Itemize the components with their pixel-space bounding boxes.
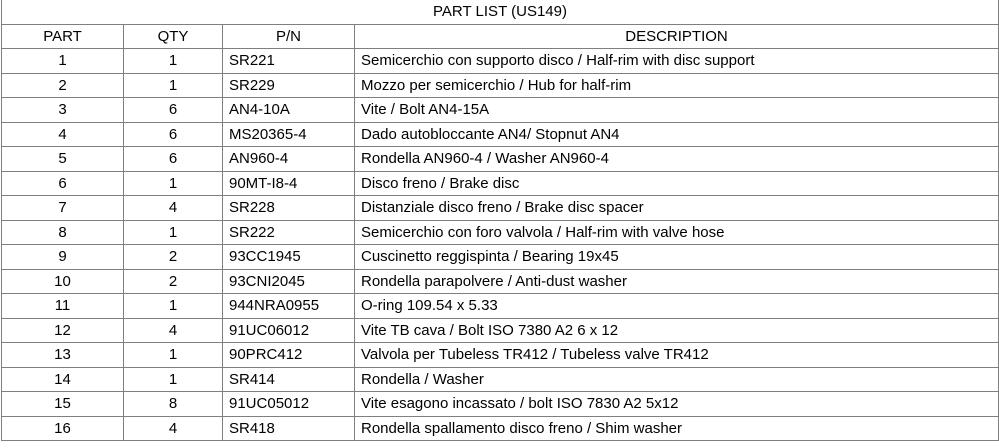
table-row	[2, 318, 999, 343]
cell-description: Cuscinetto reggispinta / Bearing 19x45	[355, 245, 999, 270]
table-row	[2, 392, 999, 417]
cell-qty: 4	[124, 318, 223, 343]
cell-part: 16	[2, 416, 124, 441]
cell-part: 7	[2, 196, 124, 221]
cell-description: Distanziale disco freno / Brake disc spacer	[355, 196, 999, 221]
cell-qty: 1	[124, 220, 223, 245]
cell-description: Rondella AN960-4 / Washer AN960-4	[355, 147, 999, 172]
cell-description: Vite / Bolt AN4-15A	[355, 98, 999, 123]
cell-description: Rondella / Washer	[355, 367, 999, 392]
cell-part: 6	[2, 171, 124, 196]
cell-description: Rondella parapolvere / Anti-dust washer	[355, 269, 999, 294]
cell-pn: AN4-10A	[223, 98, 355, 123]
cell-qty: 1	[124, 73, 223, 98]
cell-qty: 8	[124, 392, 223, 417]
header-description: DESCRIPTION	[355, 24, 999, 49]
table-body	[2, 49, 999, 441]
header-row	[2, 24, 999, 49]
cell-part: 4	[2, 122, 124, 147]
table-row	[2, 49, 999, 74]
cell-pn: SR228	[223, 196, 355, 221]
cell-part: 5	[2, 147, 124, 172]
header-part: PART	[2, 24, 124, 49]
table-row	[2, 343, 999, 368]
cell-part: 13	[2, 343, 124, 368]
cell-description: Semicerchio con foro valvola / Half-rim with valve hose	[355, 220, 999, 245]
table-row	[2, 245, 999, 270]
cell-description: Mozzo per semicerchio / Hub for half-rim	[355, 73, 999, 98]
table-title: PART LIST (US149)	[2, 0, 999, 24]
cell-part: 11	[2, 294, 124, 319]
cell-pn: MS20365-4	[223, 122, 355, 147]
table-row	[2, 98, 999, 123]
table-row	[2, 269, 999, 294]
cell-pn: 93CC1945	[223, 245, 355, 270]
cell-description: Disco freno / Brake disc	[355, 171, 999, 196]
cell-description: Valvola per Tubeless TR412 / Tubeless valve TR412	[355, 343, 999, 368]
cell-pn: 90PRC412	[223, 343, 355, 368]
cell-part: 1	[2, 49, 124, 74]
cell-pn: 93CNI2045	[223, 269, 355, 294]
cell-part: 14	[2, 367, 124, 392]
cell-qty: 1	[124, 343, 223, 368]
cell-part: 15	[2, 392, 124, 417]
header-qty: QTY	[124, 24, 223, 49]
cell-pn: 944NRA0955	[223, 294, 355, 319]
cell-part: 8	[2, 220, 124, 245]
table-row	[2, 73, 999, 98]
cell-qty: 6	[124, 98, 223, 123]
parts-table	[1, 0, 999, 441]
cell-pn: SR222	[223, 220, 355, 245]
table-row	[2, 147, 999, 172]
cell-part: 2	[2, 73, 124, 98]
table-row	[2, 122, 999, 147]
cell-pn: 91UC05012	[223, 392, 355, 417]
cell-qty: 1	[124, 49, 223, 74]
table-row	[2, 220, 999, 245]
cell-qty: 6	[124, 122, 223, 147]
cell-description: Dado autobloccante AN4/ Stopnut AN4	[355, 122, 999, 147]
cell-part: 9	[2, 245, 124, 270]
cell-pn: SR414	[223, 367, 355, 392]
cell-qty: 2	[124, 269, 223, 294]
cell-pn: SR221	[223, 49, 355, 74]
table-row	[2, 196, 999, 221]
cell-description: Vite esagono incassato / bolt ISO 7830 A2 5x12	[355, 392, 999, 417]
cell-description: Vite TB cava / Bolt ISO 7380 A2 6 x 12	[355, 318, 999, 343]
cell-pn: SR418	[223, 416, 355, 441]
cell-qty: 1	[124, 171, 223, 196]
cell-pn: AN960-4	[223, 147, 355, 172]
table-row	[2, 367, 999, 392]
cell-pn: SR229	[223, 73, 355, 98]
cell-part: 12	[2, 318, 124, 343]
cell-qty: 4	[124, 416, 223, 441]
cell-part: 3	[2, 98, 124, 123]
header-pn: P/N	[223, 24, 355, 49]
cell-qty: 2	[124, 245, 223, 270]
title-row	[2, 0, 999, 24]
cell-pn: 90MT-I8-4	[223, 171, 355, 196]
cell-qty: 1	[124, 367, 223, 392]
table-row	[2, 171, 999, 196]
cell-description: Semicerchio con supporto disco / Half-rim with disc support	[355, 49, 999, 74]
cell-qty: 1	[124, 294, 223, 319]
table-row	[2, 294, 999, 319]
table-row	[2, 416, 999, 441]
cell-description: O-ring 109.54 x 5.33	[355, 294, 999, 319]
cell-pn: 91UC06012	[223, 318, 355, 343]
cell-part: 10	[2, 269, 124, 294]
cell-qty: 4	[124, 196, 223, 221]
cell-description: Rondella spallamento disco freno / Shim washer	[355, 416, 999, 441]
cell-qty: 6	[124, 147, 223, 172]
